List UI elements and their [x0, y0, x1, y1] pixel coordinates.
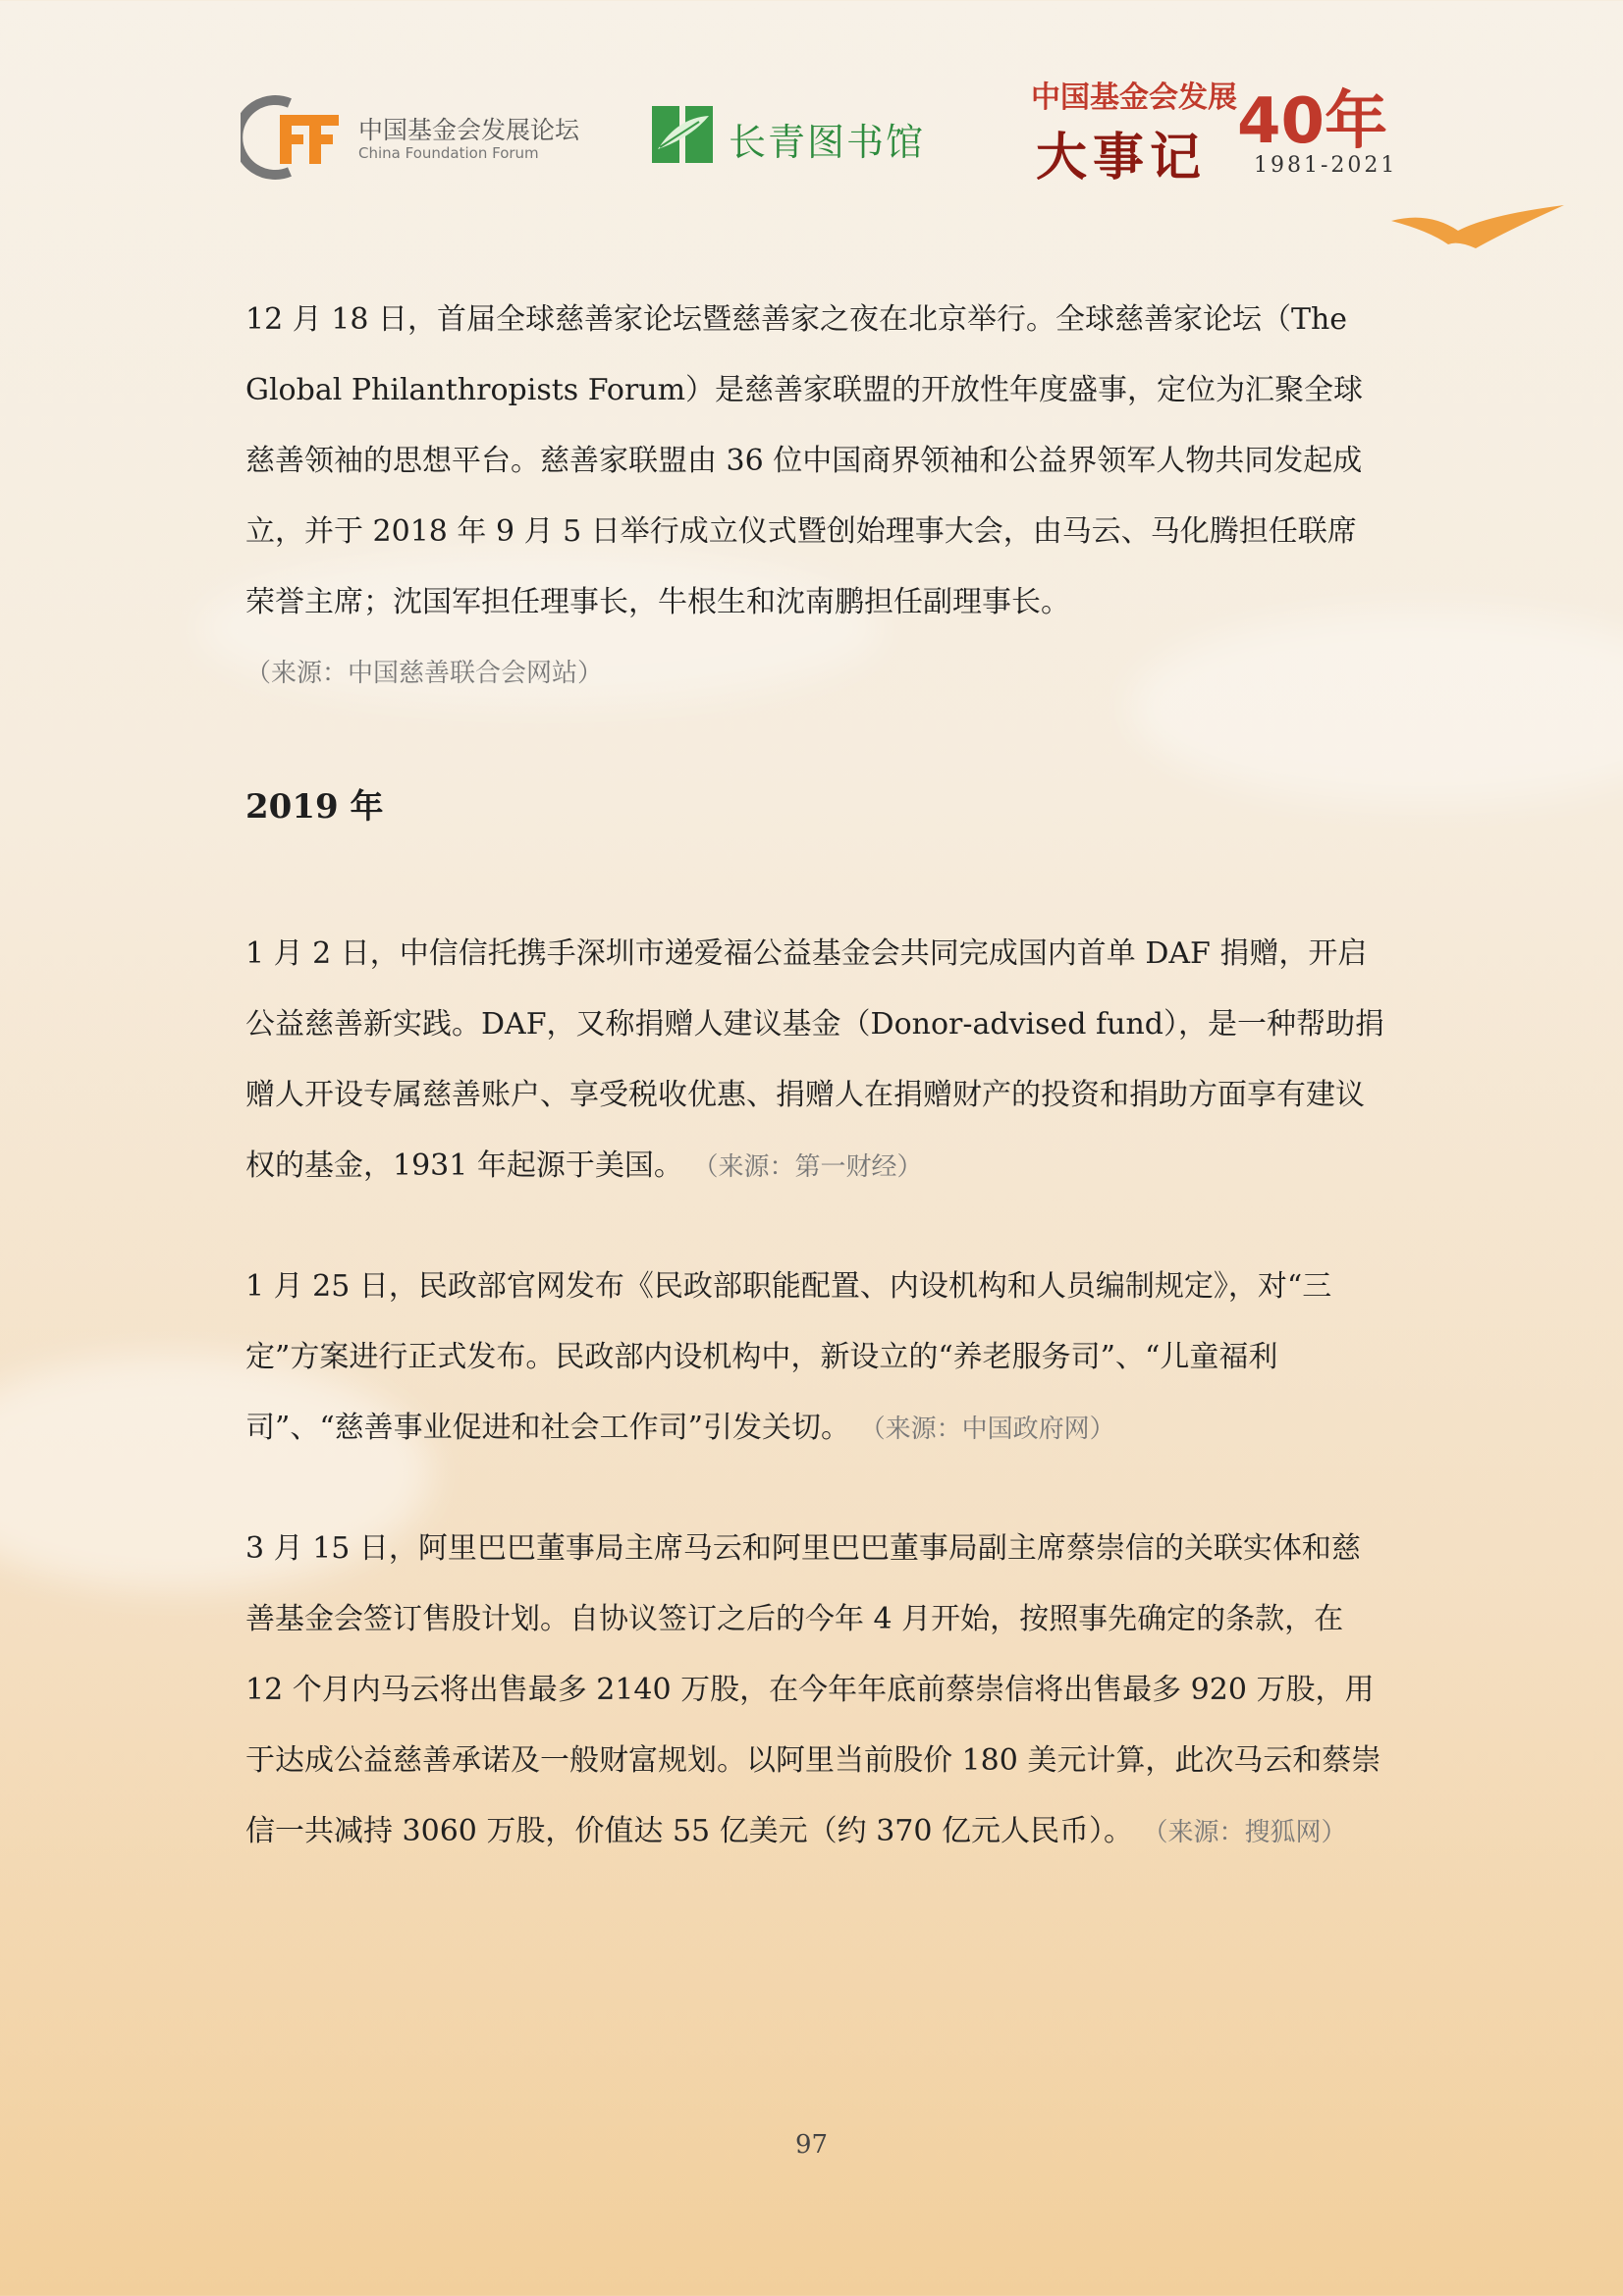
entry-paragraph	[245, 1514, 1384, 1868]
main-content	[245, 285, 1384, 1868]
entry-text: 12 月 18 日，首届全球慈善家论坛暨慈善家之夜在北京举行。全球慈善家论坛（The Global Philanthropists Forum）是慈善家联盟的开放性年度盛事，定位为汇聚全球慈善领袖的思想平台。慈善家联盟由 36 位中国商界领袖和公益界领军人物共同发起成立，并于 2018 年 9 月 5 日举行成立仪式暨创始理事大会，由马云、马化腾担任联席荣誉主席；沈国军担任理事长，牛根生和沈南鹏担任副理事长。	[245, 302, 1364, 619]
entry-text: 3 月 15 日，阿里巴巴董事局主席马云和阿里巴巴董事局副主席蔡崇信的关联实体和慈善基金会签订售股计划。自协议签订之后的今年 4 月开始，按照事先确定的条款，在 12 个月内马云将出售最多 2140 万股，在今年年底前蔡崇信将出售最多 920 万股，用于达成公益慈善承诺及一般财富规划。以阿里当前股价 180 美元计算，此次马云和蔡崇信一共减持 3060 万股，价值达 55 亿美元（约 370 亿元人民币）。	[245, 1531, 1381, 1848]
entry-paragraph	[245, 285, 1384, 638]
anniversary-logo	[1026, 71, 1419, 188]
leaf-book-icon	[648, 98, 719, 169]
seagull-icon	[1389, 201, 1566, 260]
entry-source: （来源：中国政府网）	[859, 1415, 1115, 1444]
library-title: 长青图书馆	[729, 121, 926, 164]
anniversary-top-text: 中国基金会发展	[1031, 80, 1237, 115]
cff-logo-icon	[241, 93, 349, 182]
entry-source: （来源：中国慈善联合会网站）	[245, 659, 604, 688]
anniversary-number: 40年	[1237, 85, 1388, 158]
entry-text: 1 月 25 日，民政部官网发布《民政部职能配置、内设机构和人员编制规定》，对“三定”方案进行正式发布。民政部内设机构中，新设立的“养老服务司”、“儿童福利司”、“慈善事业促进和社会工作司”引发关切。	[245, 1269, 1332, 1445]
anniversary-big-text: 大事记	[1036, 128, 1208, 187]
library-logo	[648, 98, 962, 177]
cff-title: 中国基金会发展论坛	[358, 116, 580, 144]
page-header	[0, 0, 1623, 265]
entry-source: （来源：第一财经）	[692, 1152, 923, 1182]
year-heading: 2019 年	[245, 787, 384, 827]
cff-logo	[241, 93, 633, 182]
entry-paragraph	[245, 1252, 1384, 1465]
entry-paragraph	[245, 919, 1384, 1202]
anniversary-years: 1981-2021	[1254, 153, 1398, 178]
page-number: 97	[794, 2130, 829, 2160]
entry-source: （来源：搜狐网）	[1142, 1818, 1347, 1847]
cff-subtitle: China Foundation Forum	[358, 144, 539, 162]
entry-text: 1 月 2 日，中信信托携手深圳市递爱福公益基金会共同完成国内首单 DAF 捐赠，开启公益慈善新实践。DAF，又称捐赠人建议基金（Donor-advised fund），是一种帮助捐赠人开设专属慈善账户、享受税收优惠、捐赠人在捐赠财产的投资和捐助方面享有建议权的基金，1931 年起源于美国。	[245, 936, 1384, 1183]
